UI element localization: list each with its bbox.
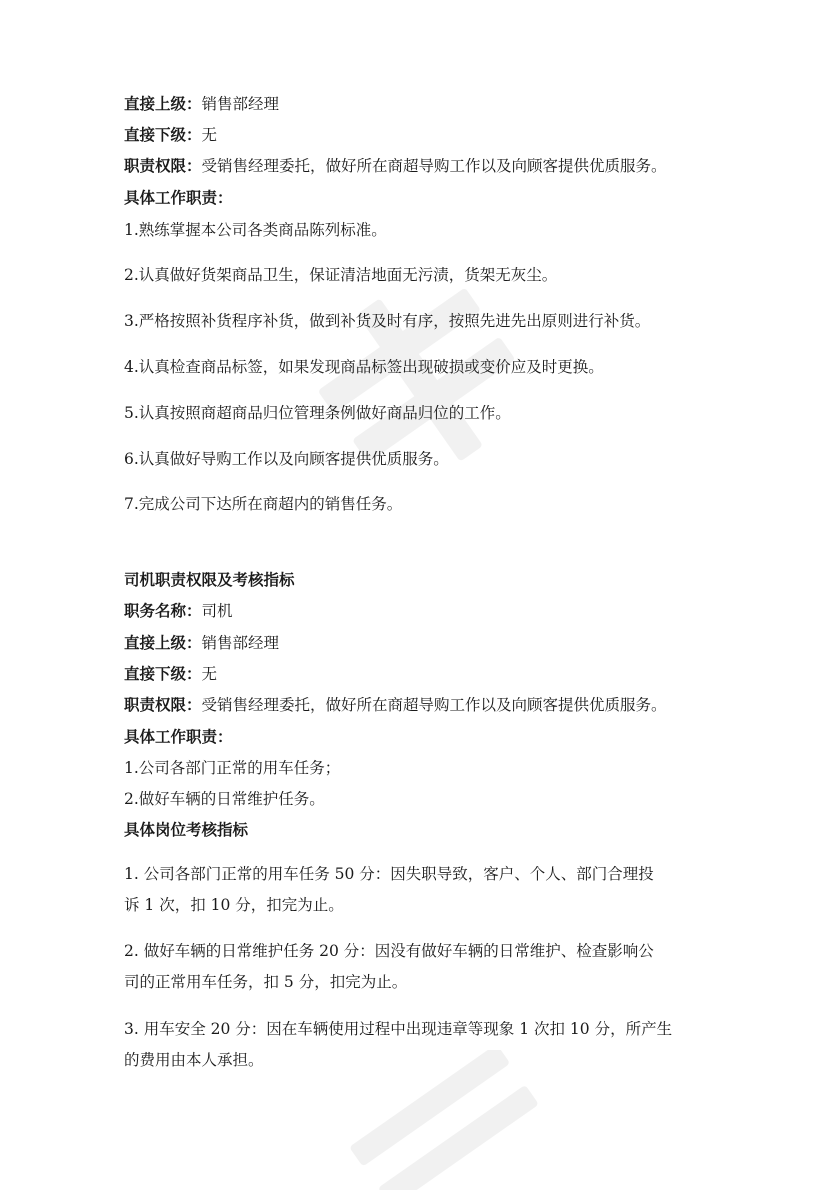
authority-value: 受销售经理委托，做好所在商超导购工作以及向顾客提供优质服务。 xyxy=(201,157,667,175)
authority-label: 职责权限： xyxy=(124,695,202,714)
authority-value: 受销售经理委托，做好所在商超导购工作以及向顾客提供优质服务。 xyxy=(201,696,667,714)
direct-superior-line xyxy=(124,633,279,653)
kpi-line: 诉 1 次，扣 10 分，扣完为止。 xyxy=(124,896,344,914)
authority-line xyxy=(124,695,667,715)
direct-superior-value: 销售部经理 xyxy=(201,634,280,652)
job-name-label: 职务名称： xyxy=(124,601,202,620)
job-name-line xyxy=(124,601,233,621)
watermark-logo xyxy=(290,250,550,510)
kpi-item xyxy=(124,1019,672,1070)
authority-line xyxy=(124,156,667,176)
direct-subordinate-value: 无 xyxy=(201,126,218,144)
section-title: 司机职责权限及考核指标 xyxy=(124,570,295,589)
duty-item: 1.公司各部门正常的用车任务； xyxy=(124,759,341,777)
kpi-line: 司的正常用车任务，扣 5 分，扣完为止。 xyxy=(124,973,408,991)
direct-subordinate-line xyxy=(124,125,217,145)
duties-heading: 具体工作职责： xyxy=(124,188,233,207)
duty-item: 1.熟练掌握本公司各类商品陈列标准。 xyxy=(124,221,387,239)
duties-heading: 具体工作职责： xyxy=(124,727,233,746)
direct-subordinate-value: 无 xyxy=(201,665,218,683)
direct-subordinate-label: 直接下级： xyxy=(124,125,202,144)
direct-superior-line xyxy=(124,94,279,114)
duty-item: 2.做好车辆的日常维护任务。 xyxy=(124,790,325,808)
direct-superior-label: 直接上级： xyxy=(124,94,202,113)
direct-subordinate-label: 直接下级： xyxy=(124,664,202,683)
direct-superior-label: 直接上级： xyxy=(124,633,202,652)
duty-item: 5.认真按照商超商品归位管理条例做好商品归位的工作。 xyxy=(124,404,511,422)
kpi-item xyxy=(124,864,654,915)
direct-superior-value: 销售部经理 xyxy=(201,95,280,113)
duty-item: 6.认真做好导购工作以及向顾客提供优质服务。 xyxy=(124,450,449,468)
kpi-line: 3. 用车安全 20 分：因在车辆使用过程中出现违章等现象 1 次扣 10 分，所产生 xyxy=(124,1020,673,1038)
job-name-value: 司机 xyxy=(201,602,233,620)
watermark-logo-bottom xyxy=(320,1050,560,1190)
duty-item: 4.认真检查商品标签，如果发现商品标签出现破损或变价应及时更换。 xyxy=(124,358,604,376)
kpi-item xyxy=(124,941,654,992)
kpi-line: 的费用由本人承担。 xyxy=(124,1051,264,1069)
kpi-heading: 具体岗位考核指标 xyxy=(124,820,249,839)
direct-subordinate-line xyxy=(124,664,217,684)
duty-item: 2.认真做好货架商品卫生，保证清洁地面无污渍，货架无灰尘。 xyxy=(124,266,558,284)
kpi-line: 2. 做好车辆的日常维护任务 20 分：因没有做好车辆的日常维护、检查影响公 xyxy=(124,942,654,960)
duty-item: 7.完成公司下达所在商超内的销售任务。 xyxy=(124,495,403,513)
authority-label: 职责权限： xyxy=(124,156,202,175)
duty-item: 3.严格按照补货程序补货，做到补货及时有序，按照先进先出原则进行补货。 xyxy=(124,312,651,330)
kpi-line: 1. 公司各部门正常的用车任务 50 分：因失职导致，客户、个人、部门合理投 xyxy=(124,865,654,883)
